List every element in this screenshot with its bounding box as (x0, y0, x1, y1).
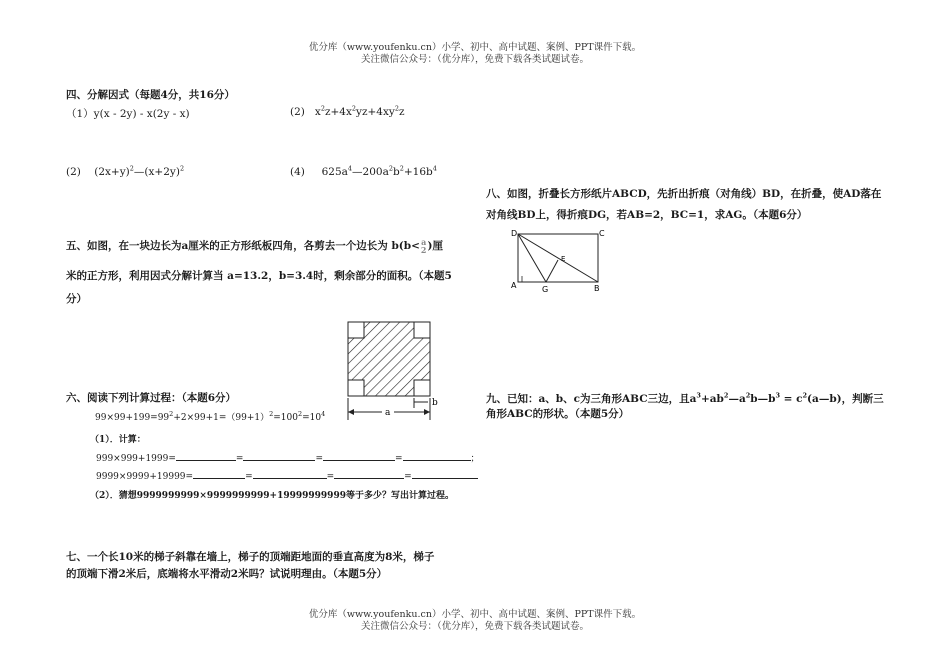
s6-sub-1: （1）．计算： (90, 435, 146, 445)
answer-blank[interactable] (323, 451, 395, 461)
s9-line-2: 角形ABC的形状。（本题5分） (486, 408, 630, 420)
footer-line-2: 关注微信公众号：（优分库），免费下载各类试题试卷。 (360, 621, 589, 632)
answer-blank[interactable] (412, 469, 478, 479)
s7-line-2: 的顶端下滑2米后，底端将水平滑动2米吗？试说明理由。（本题5分） (66, 568, 388, 580)
eq: = (326, 472, 335, 482)
s4-q2-number: (2) (290, 106, 305, 118)
fig-label-b: b (432, 398, 438, 408)
s4-q4-number: (4) (290, 166, 305, 178)
answer-blank[interactable] (403, 451, 471, 461)
eq: = (235, 454, 244, 464)
exp: 2 (394, 104, 399, 113)
s4-q2-part-a: x (314, 106, 321, 118)
s9-part-f: (a—b)，判断三 (807, 393, 884, 405)
s6-row-1 (96, 451, 480, 464)
s6-row-2-expr: 9999×9999+19999= (96, 472, 194, 482)
footer-line-1: 优分库（www.youfenku.cn）小学、初中、高中试题、案例、PPT课件下载。 (308, 609, 642, 620)
exp: 3 (696, 391, 701, 400)
s9-line-1: 九、已知：a、b、c为三角形ABC三边，且$a^3+ab^2—a^2b—b^3$ = $c^2(a—b)$，判断三 (486, 391, 884, 405)
section-4-title: 四、分解因式（每题4分，共16分） (66, 89, 235, 101)
square-cut-corners-figure (344, 318, 444, 428)
exp: 4 (347, 164, 353, 173)
rectangle-fold-figure (508, 224, 608, 296)
s6-example-a: 99×99+199=99 (95, 413, 170, 423)
s6-example-b: +2×99+1=（99+1） (173, 413, 270, 423)
s5-frac-den: 2 (420, 245, 427, 255)
answer-blank[interactable] (334, 469, 404, 479)
exp: 2 (320, 104, 325, 113)
s9-part-b: +ab (700, 393, 724, 405)
semicolon: ； (470, 454, 480, 464)
s4-question-1: （1）y(x - 2y) - x(2y - x) (66, 108, 190, 120)
s4-q3-number: (2) (66, 166, 81, 178)
s5-fraction (421, 238, 427, 254)
label-a: A (511, 281, 517, 290)
section-6-title: 六、阅读下列计算过程：（本题6分） (66, 392, 237, 404)
exp: 2 (399, 164, 404, 173)
s4-q2-part-c: yz+4xy (356, 106, 395, 118)
s6-example: $99\times 99+199=99^2+2\times 99+1=(99+1)^2=100^2=10^4$ (95, 410, 326, 423)
eq: = (315, 454, 323, 464)
label-b: B (594, 284, 600, 293)
answer-blank[interactable] (243, 451, 315, 461)
header-line-2: 关注微信公众号：（优分库），免费下载各类试题试卷。 (360, 54, 589, 65)
s6-row-2 (96, 469, 478, 482)
s9-part-a: 九、已知：a、b、c为三角形ABC三边，且a (486, 393, 697, 405)
s5-frac-num: a (421, 237, 427, 247)
exp: 4 (432, 164, 437, 173)
answer-blank[interactable] (176, 451, 236, 461)
exp: 3 (775, 391, 780, 400)
eq: = (394, 454, 403, 464)
label-c: C (599, 229, 605, 238)
label-d: D (511, 229, 518, 238)
eq: = (245, 472, 253, 482)
s4-q3-part-b: —(x+2y) (133, 166, 180, 178)
s5-line-1 (66, 238, 443, 254)
s5-line-3: 分） (66, 293, 87, 305)
s8-line-2: 对角线BD上，得折痕DG，若AB=2，BC=1，求AG。（本题6分） (486, 209, 808, 221)
s4-q4-part-c: b (392, 166, 400, 178)
s6-example-c: =100 (273, 413, 298, 423)
exp: 2 (179, 164, 185, 173)
answer-blank[interactable] (193, 469, 245, 479)
header-line-1: 优分库（www.youfenku.cn）小学、初中、高中试题、案例、PPT课件下载。 (308, 42, 642, 53)
s4-q3-part-a: (2x+y) (94, 166, 130, 178)
s4-q4-part-b: —200a (352, 166, 389, 178)
s5-line-1-text: 五、如图，在一块边长为a厘米的正方形纸板四角，各剪去一个边长为 b(b< (66, 240, 420, 252)
s6-example-d: =10 (302, 413, 322, 423)
exp: 2 (351, 104, 357, 113)
s7-line-1: 七、一个长10米的梯子斜靠在墙上，梯子的顶端距地面的垂直高度为8米，梯子 (66, 551, 435, 563)
s6-sub-2: （2）．猜想9999999999×9999999999+19999999999等于多少？写出计算过程。 (90, 491, 454, 501)
s4-question-2 (290, 106, 405, 118)
s9-part-d: b—b (750, 393, 776, 405)
s5-line-2: 米的正方形，利用因式分解计算当 a=13.2，b=3.4时，剩余部分的面积。（本题5 (66, 270, 452, 282)
s4-question-4 (290, 166, 437, 178)
eq: = (404, 472, 412, 482)
s4-q4-part-a: 625a (321, 166, 348, 178)
exp: 2 (388, 164, 393, 173)
s9-part-e: = c (780, 393, 803, 405)
fig-label-a: a (385, 408, 391, 418)
label-g: G (542, 285, 549, 294)
s9-part-c: —a (728, 393, 746, 405)
s8-line-1: 八、如图，折叠长方形纸片ABCD，先折出折痕（对角线）BD，在折叠，使AD落在 (486, 188, 882, 200)
s6-row-1-expr: 999×999+1999= (96, 454, 176, 464)
answer-blank[interactable] (253, 469, 327, 479)
label-e: E (561, 255, 566, 263)
s5-line-1-end: )厘 (427, 240, 443, 252)
s4-q2-part-b: z+4x (324, 106, 352, 118)
exp: 2 (129, 164, 134, 173)
s4-q2-part-d: z (398, 106, 405, 118)
s4-q4-part-d: +16b (403, 166, 433, 178)
s4-question-3 (66, 166, 184, 178)
